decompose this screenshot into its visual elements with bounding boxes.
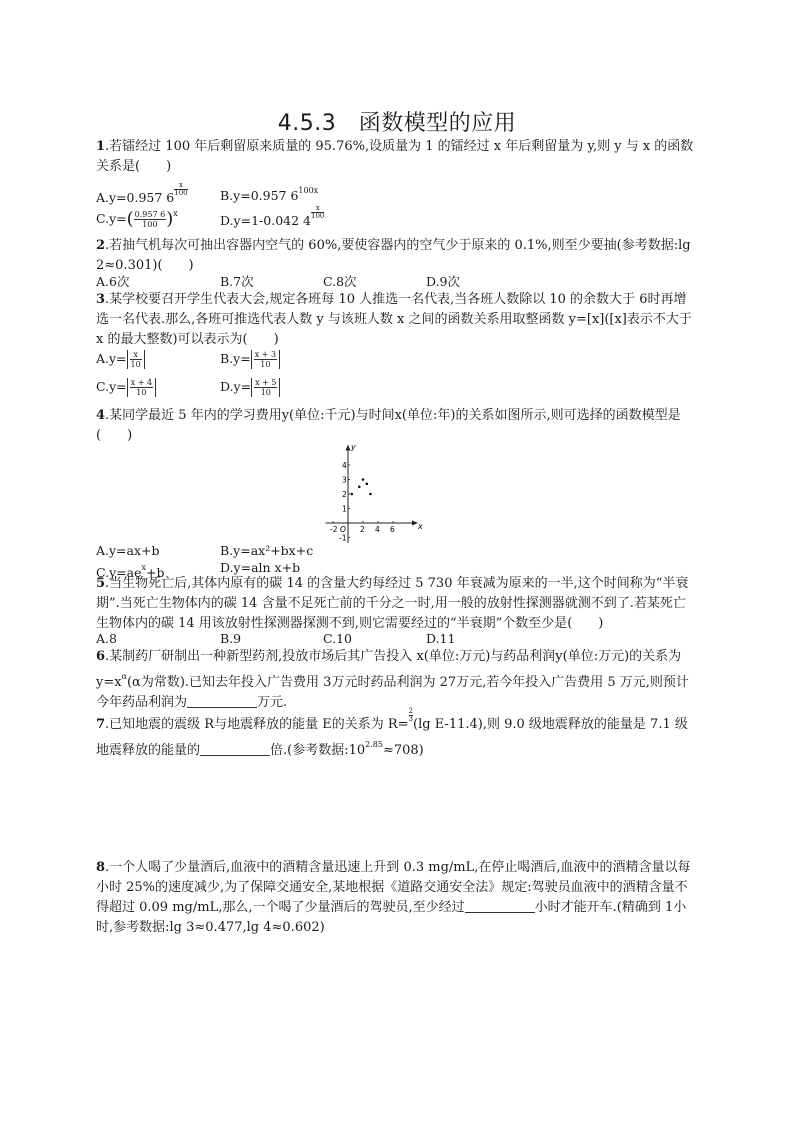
q3-option-c[interactable]: C.y= $\frac{x + 4}{10}$	[96, 378, 156, 397]
question-6: 6.某制药厂研制出一种新型药剂,投放市场后其广告投入 x(单位:万元)与药品利润y(单位:万元)的关系为 $y=x^\alpha(\alpha$为常数).已知去年投入广告费用 3万元时药品利润为 27万元,若今年投入广告费用 5 万元,则预计今年药品利润为 万元.	[96, 649, 689, 710]
data-point	[365, 483, 368, 486]
q4-option-d[interactable]: D.y=aln x+b	[220, 560, 301, 575]
x-tick-label: 6	[390, 525, 395, 534]
question-1-stem: .若镭经过 100 年后剩留原来质量的 95.76%,设质量为 1 的镭经过 x 年后剩留量为 y,则 y 与 x 的函数关系是( )	[96, 139, 694, 174]
q1-option-b[interactable]: B.y=0.957 $6^{100x}$	[220, 186, 319, 203]
x-tick-label: O	[340, 525, 346, 534]
q2-option-b[interactable]: B.7次	[220, 274, 254, 289]
x-tick-label: -2	[330, 525, 338, 534]
question-1: 1.若镭经过 100 年后剩留原来质量的 95.76%,设质量为 1 的镭经过 x 年后剩留量为 y,则 y 与 x 的函数关系是( )	[96, 139, 694, 174]
question-3-stem: .某学校要召开学生代表大会,规定各班每 10 人推选一名代表,当各班人数除以 10 的余数大于 6时再增选一名代表.那么,各班可推选代表人数 y 与该班人数 x 之间的函数关系用取整函数 y=[x]([x]表示不大于 x 的最大整数)可以表示为( )	[96, 292, 692, 347]
q4-option-a[interactable]: A.y=ax+b	[96, 543, 160, 558]
question-5-stem: .当生物死亡后,其体内原有的碳 14 的含量大约每经过 5 730 年衰减为原来的一半,这个时间称为“半衰期”.当死亡生物体内的碳 14 含量不足死亡前的千分之一时,用一般的放射性探测器就测不到了.若某死亡生物体内的碳 14 用该放射性探测器探测不到,则它需要经过的“半衰期”个数至少是( )	[96, 576, 689, 631]
q4-option-b[interactable]: B.y=ax²+bx+c	[220, 543, 314, 558]
x-tick-label: 4	[375, 525, 380, 534]
y-tick-label: 1	[342, 504, 347, 514]
y-tick-label: 2	[342, 490, 347, 499]
q3-option-b[interactable]: B.y= $\frac{x + 3}{10}$	[220, 350, 280, 369]
q2-option-d[interactable]: D.9次	[426, 274, 461, 289]
question-4: 4.某同学最近 5 年内的学习费用y(单位:千元)与时间x(单位:年)的关系如图所示,则可选择的函数模型是( )	[96, 408, 681, 443]
q1-option-a[interactable]: A.y=0.957 6 $\frac{x}{100}$	[96, 181, 188, 205]
y-tick-label: 3	[342, 475, 347, 485]
q2-option-a[interactable]: A.6次	[96, 274, 130, 289]
y-axis-label: y	[351, 442, 356, 452]
question-5: 5.当生物死亡后,其体内原有的碳 14 的含量大约每经过 5 730 年衰减为原来的一半,这个时间称为“半衰期”.当死亡生物体内的碳 14 含量不足死亡前的千分之一时,用一般的放射性探测器就测不到了.若某死亡生物体内的碳 14 用该放射性探测器探测不到,则它需要经过的“半衰期”个数至少是( )	[96, 576, 689, 631]
q5-option-c[interactable]: C.10	[323, 631, 352, 646]
x-axis-label: x	[418, 522, 423, 531]
data-point	[369, 493, 372, 496]
q2-option-c[interactable]: C.8次	[323, 274, 357, 289]
data-point	[350, 493, 353, 496]
q1-option-c[interactable]: C.y=( $\frac{0.957 6}{100}$ )$^x$	[96, 208, 178, 230]
data-point	[362, 478, 365, 481]
q1-option-d[interactable]: D.y=1-0.042 4 $\frac{x}{100}$	[220, 204, 325, 228]
x-tick-label: 2	[360, 525, 365, 534]
question-7: 7.已知地震的震级 R与地震释放的能量 E的关系为 R= $\frac{2}{3}$ (lg E-11.4),则 9.0 级地震释放的能量是 7.1 级地震释放的能量的 倍.(参考数据$:10^{2.85}\approx 708$)	[96, 707, 688, 758]
question-8: 8.一个人喝了少量酒后,血液中的酒精含量迅速上升到 0.3 mg/mL,在停止喝酒后,血液中的酒精含量以每小时 25%的速度减少,为了保障交通安全,某地根据《道路交通安全法》规定:驾驶员血液中的酒精含量不得超过 0.09 mg/mL,那么,一个喝了少量酒后的驾驶员,至少经过 小时才能开车.(精确到 1小时,参考数据:lg 3≈0.477,lg 4≈0.602)	[96, 860, 691, 935]
page-title: 4.5.3 函数模型的应用	[277, 111, 517, 136]
q6-answer-blank[interactable]	[187, 695, 257, 708]
q5-option-b[interactable]: B.9	[220, 631, 242, 646]
q3-option-a[interactable]: A.y= $\frac{x}{10}$	[96, 350, 145, 369]
y-axis-arrow	[346, 445, 351, 451]
q7-answer-blank[interactable]	[200, 743, 270, 756]
question-3: 3.某学校要召开学生代表大会,规定各班每 10 人推选一名代表,当各班人数除以 10 的余数大于 6时再增选一名代表.那么,各班可推选代表人数 y 与该班人数 x 之间的函数关系用取整函数 y=[x]([x]表示不大于 x 的最大整数)可以表示为( )	[96, 292, 692, 347]
question-2: 2.若抽气机每次可抽出容器内空气的 60%,要使容器内的空气少于原来的 0.1%,则至少要抽(参考数据:lg 2≈0.301)( )	[96, 238, 691, 273]
q5-option-a[interactable]: A.8	[96, 631, 117, 646]
question-4-stem: .某同学最近 5 年内的学习费用y(单位:千元)与时间x(单位:年)的关系如图所示,则可选择的函数模型是( )	[96, 408, 681, 443]
q8-answer-blank[interactable]	[465, 900, 535, 913]
q3-option-d[interactable]: D.y= $\frac{x + 5}{10}$	[220, 378, 280, 397]
scatter-chart	[318, 438, 478, 543]
y-tick-label: -1	[339, 533, 347, 543]
q5-option-d[interactable]: D.11	[426, 631, 456, 646]
q4-option-c[interactable]: $C.y=ae^x+b$	[96, 563, 165, 580]
y-tick-label: 4	[342, 461, 347, 470]
data-point	[358, 485, 361, 488]
question-2-stem: .若抽气机每次可抽出容器内空气的 60%,要使容器内的空气少于原来的 0.1%,则至少要抽(参考数据:lg 2≈0.301)( )	[96, 238, 691, 273]
